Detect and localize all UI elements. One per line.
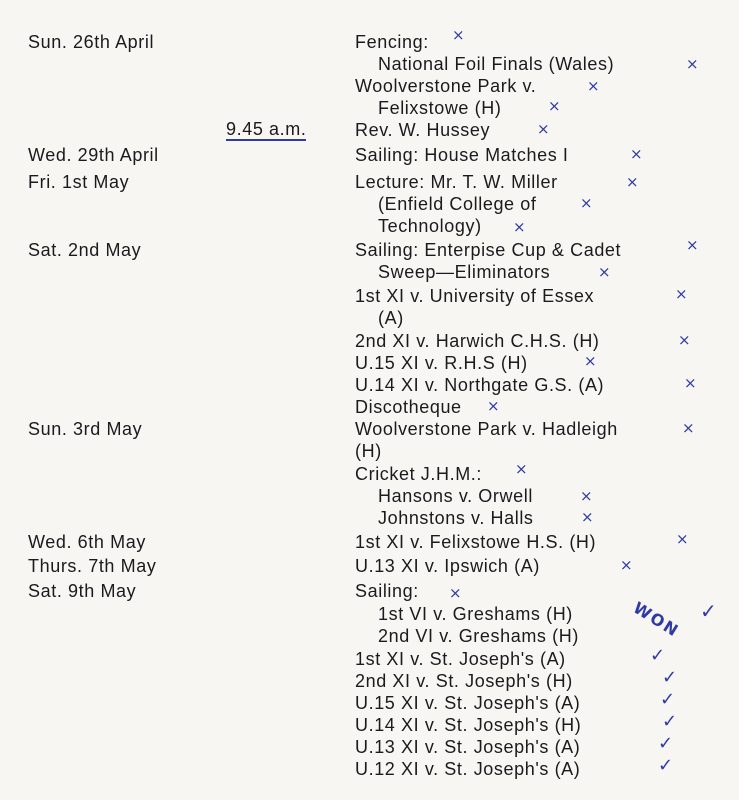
event-line: Hansons v. Orwell <box>378 486 533 506</box>
event-line: U.12 XI v. St. Joseph's (A) <box>355 759 581 779</box>
tick-mark-icon: ✓ <box>700 599 717 623</box>
cross-mark-icon: × <box>537 120 550 138</box>
event-line: 1st XI v. Felixstowe H.S. (H) <box>355 532 597 552</box>
cross-mark-icon: × <box>676 530 689 548</box>
cross-mark-icon: × <box>630 145 643 163</box>
event-line: Woolverstone Park v. <box>355 76 537 96</box>
event-line: U.14 XI v. Northgate G.S. (A) <box>355 375 605 395</box>
tick-mark-icon: ✓ <box>660 689 676 710</box>
event-line: Lecture: Mr. T. W. Miller <box>355 172 558 192</box>
event-line: Fencing: <box>355 32 429 52</box>
cross-mark-icon: × <box>620 556 633 574</box>
cross-mark-icon: × <box>580 487 593 505</box>
date-thurs-7-may: Thurs. 7th May <box>28 556 157 576</box>
event-line: 1st XI v. St. Joseph's (A) <box>355 649 566 669</box>
tick-mark-icon: ✓ <box>662 667 678 688</box>
won-annotation: WON <box>629 598 683 641</box>
date-sat-9-may: Sat. 9th May <box>28 581 137 601</box>
cross-mark-icon: × <box>487 397 500 415</box>
cross-mark-icon: × <box>626 173 639 191</box>
event-line: 1st XI v. University of Essex <box>355 286 595 306</box>
cross-mark-icon: × <box>598 263 611 281</box>
event-line: 2nd XI v. St. Joseph's (H) <box>355 671 573 691</box>
cross-mark-icon: × <box>452 26 465 44</box>
cross-mark-icon: × <box>684 374 697 392</box>
date-sun-3-may: Sun. 3rd May <box>28 419 143 439</box>
event-line: (A) <box>378 308 404 328</box>
cross-mark-icon: × <box>584 352 597 370</box>
date-wed-6-may: Wed. 6th May <box>28 532 146 552</box>
cross-mark-icon: × <box>686 236 699 254</box>
event-line: Felixstowe (H) <box>378 98 502 118</box>
cross-mark-icon: × <box>587 77 600 95</box>
tick-mark-icon: ✓ <box>650 645 666 666</box>
time-label: 9.45 a.m. <box>226 119 307 139</box>
cross-mark-icon: × <box>678 331 691 349</box>
event-line: 1st VI v. Greshams (H) <box>378 604 573 624</box>
event-line: Sailing: Enterpise Cup & Cadet <box>355 240 622 260</box>
event-line: Cricket J.H.M.: <box>355 464 483 484</box>
event-line: Sweep—Eliminators <box>378 262 551 282</box>
event-line: U.13 XI v. St. Joseph's (A) <box>355 737 581 757</box>
date-fri-1-may: Fri. 1st May <box>28 172 130 192</box>
event-line: Sailing: House Matches I <box>355 145 569 165</box>
event-line: U.15 XI v. St. Joseph's (A) <box>355 693 581 713</box>
tick-mark-icon: ✓ <box>658 755 674 776</box>
date-sat-2-may: Sat. 2nd May <box>28 240 142 260</box>
cross-mark-icon: × <box>548 97 561 115</box>
tick-mark-icon: ✓ <box>658 733 674 754</box>
event-line: U.14 XI v. St. Joseph's (H) <box>355 715 582 735</box>
event-line: U.13 XI v. Ipswich (A) <box>355 556 540 576</box>
event-line: 2nd VI v. Greshams (H) <box>378 626 579 646</box>
cross-mark-icon: × <box>686 55 699 73</box>
event-line: Discotheque <box>355 397 462 417</box>
cross-mark-icon: × <box>682 419 695 437</box>
event-line: U.15 XI v. R.H.S (H) <box>355 353 528 373</box>
event-line: Technology) <box>378 216 482 236</box>
event-line: National Foil Finals (Wales) <box>378 54 615 74</box>
cross-mark-icon: × <box>513 218 526 236</box>
event-line: Woolverstone Park v. Hadleigh <box>355 419 618 439</box>
event-line: (H) <box>355 441 382 461</box>
event-line: Sailing: <box>355 581 419 601</box>
cross-mark-icon: × <box>580 194 593 212</box>
cross-mark-icon: × <box>449 584 462 602</box>
event-line: Rev. W. Hussey <box>355 120 491 140</box>
cross-mark-icon: × <box>675 285 688 303</box>
cross-mark-icon: × <box>581 508 594 526</box>
cross-mark-icon: × <box>515 460 528 478</box>
tick-mark-icon: ✓ <box>662 711 678 732</box>
event-line: (Enfield College of <box>378 194 537 214</box>
date-wed-29-april: Wed. 29th April <box>28 145 159 165</box>
event-line: 2nd XI v. Harwich C.H.S. (H) <box>355 331 600 351</box>
date-sun-26-april: Sun. 26th April <box>28 32 155 52</box>
event-line: Johnstons v. Halls <box>378 508 534 528</box>
